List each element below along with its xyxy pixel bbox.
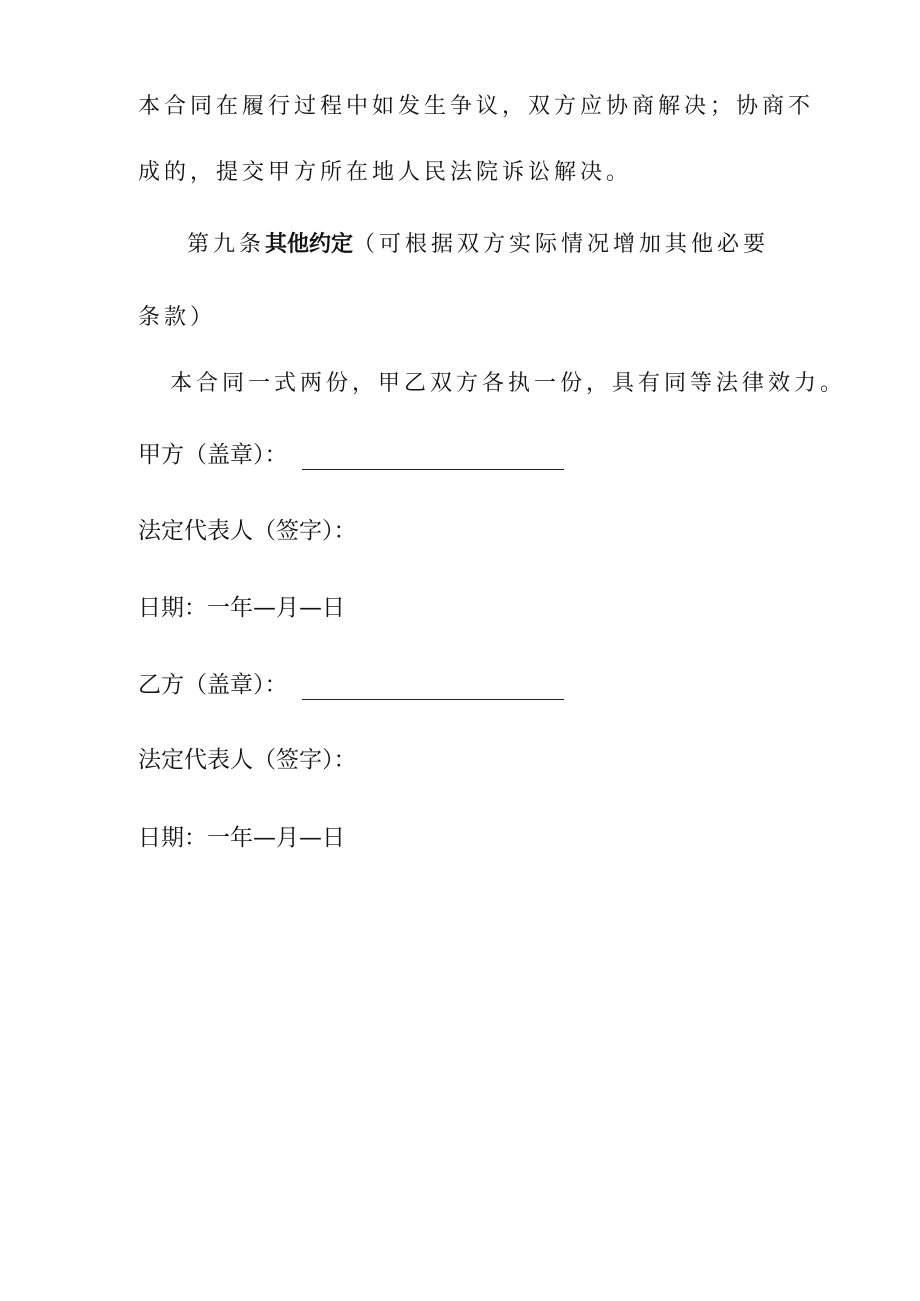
party-a-date-label: 日期：一年—月—日 <box>138 595 345 621</box>
copies-statement: 本合同一式两份，甲乙双方各执一份，具有同等法律效力。 <box>170 371 847 396</box>
dispute-paragraph-line-2: 成的，提交甲方所在地人民法院诉讼解决。 <box>138 160 633 185</box>
party-a-seal-label: 甲方（盖章）： <box>138 442 288 468</box>
party-b-seal-row <box>138 670 564 700</box>
article-9-heading <box>187 230 769 260</box>
party-b-representative-label: 法定代表人（签字）： <box>138 747 357 773</box>
party-b-seal-label: 乙方（盖章）： <box>138 672 288 698</box>
article-9-note-line-1: （可根据双方实际情况增加其他必要 <box>353 232 770 257</box>
party-a-seal-blank[interactable] <box>302 445 564 470</box>
party-b-seal-blank[interactable] <box>302 675 564 700</box>
party-a-seal-row <box>138 440 564 470</box>
dispute-paragraph-line-1: 本合同在履行过程中如发生争议，双方应协商解决；协商不 <box>138 94 815 119</box>
article-9-prefix: 第九条 <box>187 232 266 257</box>
party-a-representative-label: 法定代表人（签字）： <box>138 518 357 544</box>
article-9-note-line-2: 条款） <box>138 305 217 330</box>
article-9-title: 其他约定 <box>265 232 354 257</box>
party-b-date-label: 日期：一年—月—日 <box>138 825 345 851</box>
